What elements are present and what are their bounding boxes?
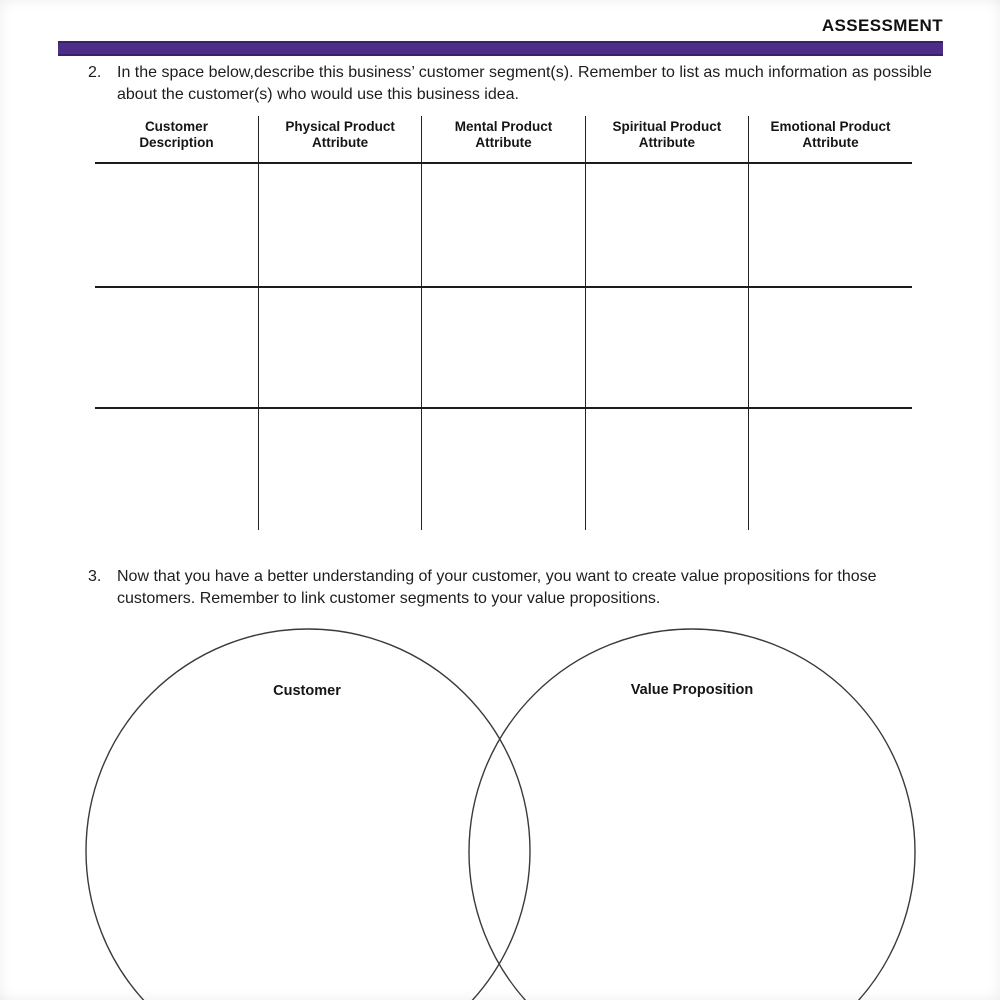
customer-segment-table: [95, 116, 912, 530]
table-row: [95, 408, 912, 530]
table-cell-empty: [95, 287, 258, 408]
table-cell-empty: [422, 408, 585, 530]
table-header-row: [95, 116, 912, 163]
column-header-emotional-product-attribute: Emotional Product Attribute: [749, 116, 912, 163]
page-title: ASSESSMENT: [821, 16, 943, 35]
question-3-text: Now that you have a better understanding of your customer, you want to create value propositions for those customers. Remember to link customer segments to your value propositions.: [117, 568, 877, 608]
column-header-mental-product-attribute: Mental Product Attribute: [422, 116, 585, 163]
table-cell-empty: [749, 163, 912, 287]
table-cell-empty: [422, 287, 585, 408]
header-accent-bar: [58, 41, 943, 56]
question-2-text: In the space below,describe this business’ customer segment(s). Remember to list as much information as possible about the customer(s) who would use this business idea.: [117, 64, 932, 104]
column-header-customer-description: Customer Description: [95, 116, 258, 163]
table-cell-empty: [585, 408, 748, 530]
question-2-number: 2.: [88, 64, 102, 81]
table-cell-empty: [95, 163, 258, 287]
table-cell-empty: [95, 408, 258, 530]
table-row: [95, 163, 912, 287]
table-row: [95, 287, 912, 408]
column-header-physical-product-attribute: Physical Product Attribute: [258, 116, 421, 163]
venn-diagram: [0, 600, 1000, 1000]
table-cell-empty: [585, 163, 748, 287]
table-cell-empty: [585, 287, 748, 408]
table-cell-empty: [258, 163, 421, 287]
question-2: [88, 62, 957, 106]
table-cell-empty: [258, 408, 421, 530]
venn-label-customer: Customer: [273, 683, 341, 699]
table-cell-empty: [422, 163, 585, 287]
table-cell-empty: [749, 408, 912, 530]
venn-label-value-proposition: Value Proposition: [630, 682, 754, 698]
table-cell-empty: [258, 287, 421, 408]
table-cell-empty: [749, 287, 912, 408]
column-header-spiritual-product-attribute: Spiritual Product Attribute: [585, 116, 748, 163]
question-3-number: 3.: [88, 568, 102, 585]
